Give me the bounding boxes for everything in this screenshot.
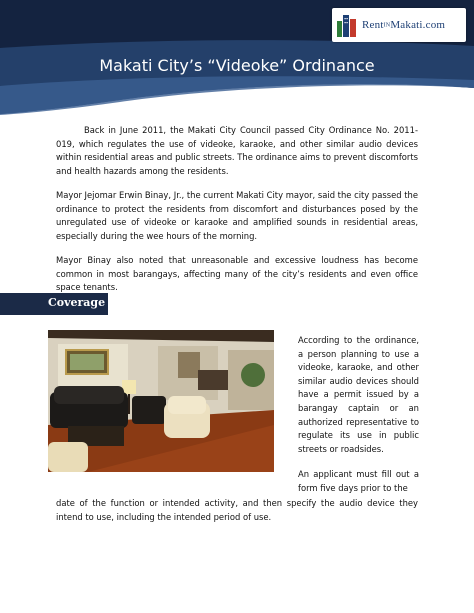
page-header: [0, 0, 474, 120]
coverage-heading-bar: [0, 293, 108, 315]
logo-makati: Makati.com: [390, 19, 446, 31]
permit-paragraph: According to the ordinance, a person planning to use a videoke, karaoke, and other similar audio devices should have a permit issued by a barangay captain or an authorized representative to regulate its use in public streets or roadsides.: [298, 335, 419, 454]
page-title: Makati City’s “Videoke” Ordinance: [99, 56, 375, 75]
mayor-paragraph: Mayor Jejomar Erwin Binay, Jr., the current Makati City mayor, said the city passed the ordinance to protect the residents from discomfort and disturbances posed by the unregulated use of videoke or karaoke and amplified sounds in residential areas, especially during the wee hours of the morning.: [56, 190, 418, 241]
logo-in: IN: [383, 22, 391, 29]
loudness-paragraph: Mayor Binay also noted that unreasonable and excessive loudness has become common in most barangays, affecting many of the city’s residents and even office space tenants.: [56, 255, 418, 293]
intro-paragraph: Back in June 2011, the Makati City Council passed City Ordinance No. 2011-019, which regulates the use of videoke, karaoke, and other similar audio devices within residential areas and public streets. The ordinance aims to prevent discomforts and health hazards among the residents.: [56, 125, 418, 176]
buildings-logo-icon: [336, 13, 358, 37]
application-paragraph-rest: date of the function or intended activity, and then specify the audio device they intend to use, including the intended period of use.: [56, 498, 418, 522]
logo-text: [362, 19, 445, 31]
application-paragraph-start: An applicant must fill out a form five days prior to the: [298, 469, 419, 493]
living-room-photo: [48, 330, 274, 472]
logo-rent: Rent: [362, 19, 384, 31]
site-logo[interactable]: [332, 8, 466, 42]
coverage-heading: Coverage: [48, 296, 106, 309]
